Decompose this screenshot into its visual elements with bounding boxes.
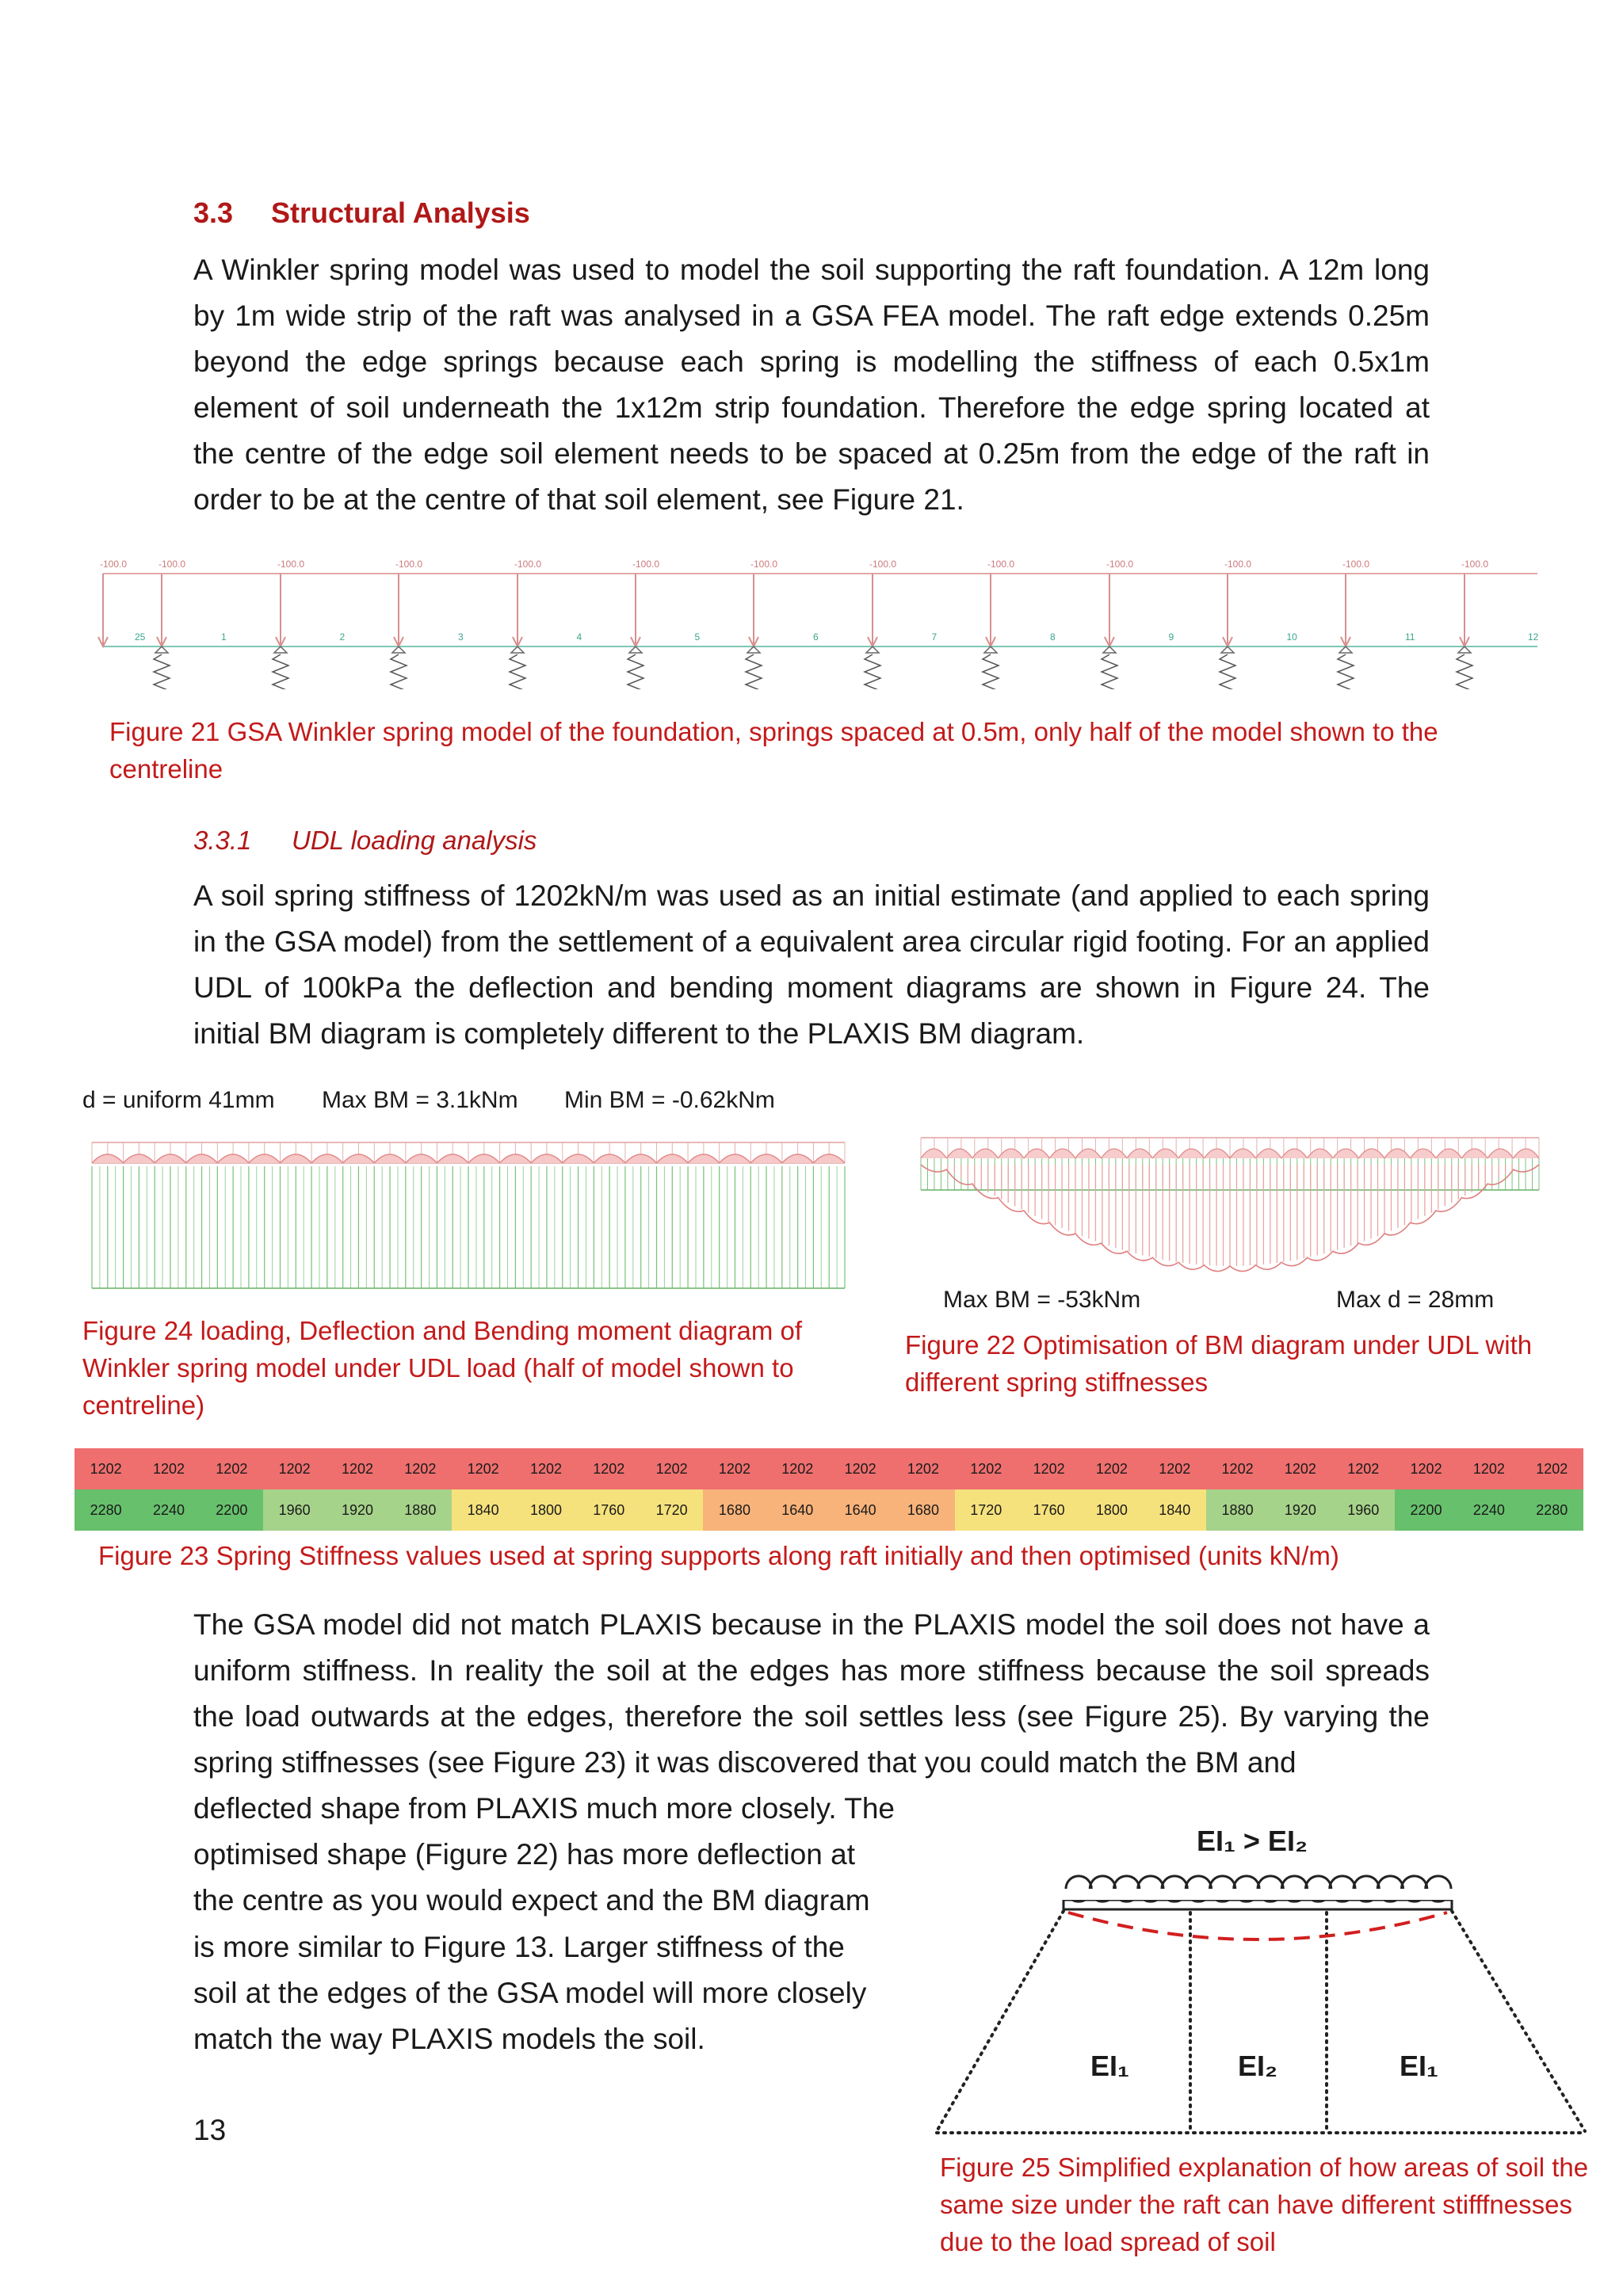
load-hump — [1050, 1149, 1076, 1158]
optimised-stiffness-cell: 2200 — [200, 1489, 263, 1531]
udl-load-icon — [1062, 1876, 1453, 1901]
load-hump — [1281, 1149, 1308, 1158]
spring-icon — [628, 654, 643, 689]
load-hump — [1308, 1149, 1334, 1158]
figure-21-caption: Figure 21 GSA Winkler spring model of the foundation, springs spaced at 0.5m, only half of the model shown to the centreline — [109, 717, 1438, 784]
load-hump — [1462, 1149, 1488, 1158]
bending-moment-hump — [124, 1154, 155, 1163]
element-number-label: 10 — [1286, 631, 1297, 643]
optimised-stiffness-cell: 1880 — [1206, 1489, 1269, 1531]
section-heading — [193, 196, 530, 230]
spring-icon — [1338, 654, 1354, 689]
ei2-label: EI₂ — [1238, 2050, 1278, 2082]
initial-stiffness-cell: 1202 — [640, 1448, 703, 1489]
optimised-stiffness-cell: 1960 — [263, 1489, 326, 1531]
paragraph-line: the centre as you would expect and the BM diagram — [193, 1884, 870, 1917]
spring-icon — [865, 654, 880, 689]
fig24-max-bm-annotation: Max BM = 3.1kNm — [322, 1087, 518, 1113]
load-hump — [947, 1149, 973, 1158]
comparison-paragraph: The GSA model did not match PLAXIS because in the PLAXIS model the soil does not have a uniform stiffness. In reality the soil at the edges has more stiffness because the soil spreads the load outwards at the edges, therefore the soil settles less (see Figure 25). By varying the spring stiffnesses (see Figure 23) it was discovered that you could match the BM and — [193, 1608, 1430, 1779]
element-number-label: 2 — [339, 631, 346, 643]
udl-loop-mask — [1062, 1889, 1453, 1900]
optimised-stiffness-cell: 2200 — [1395, 1489, 1457, 1531]
initial-stiffness-cell: 1202 — [452, 1448, 514, 1489]
element-number-label: 7 — [931, 631, 938, 643]
bending-moment-hump — [468, 1154, 500, 1163]
initial-stiffness-cell: 1202 — [74, 1448, 137, 1489]
initial-stiffness-cell: 1202 — [766, 1448, 829, 1489]
load-hump — [1153, 1149, 1179, 1158]
optimised-stiffness-cell: 1720 — [955, 1489, 1018, 1531]
load-hump — [1256, 1149, 1282, 1158]
bending-moment-hump — [720, 1154, 751, 1163]
subsection-number: 3.3.1 — [193, 826, 252, 855]
load-value-label: -100.0 — [1461, 559, 1489, 570]
optimised-stiffness-cell: 1920 — [326, 1489, 388, 1531]
load-hump — [1514, 1149, 1540, 1158]
initial-stiffness-cell: 1202 — [1332, 1448, 1395, 1489]
ei-relation-label: EI₁ > EI₂ — [1197, 1825, 1308, 1857]
spring-icon — [154, 654, 170, 689]
spring-icon — [746, 654, 762, 689]
load-value-label: -100.0 — [395, 559, 423, 570]
load-value-label: -100.0 — [1342, 559, 1370, 570]
paragraph-line: optimised shape (Figure 22) has more deflection at — [193, 1838, 855, 1871]
deflected-shape-line — [1068, 1913, 1447, 1939]
initial-stiffness-row — [74, 1448, 1583, 1489]
initial-stiffness-cell: 1202 — [200, 1448, 263, 1489]
load-hump — [1127, 1149, 1153, 1158]
element-number-label: 8 — [1050, 631, 1056, 643]
load-hump — [999, 1149, 1025, 1158]
section-title: Structural Analysis — [271, 196, 530, 229]
optimised-stiffness-cell: 1680 — [703, 1489, 766, 1531]
element-number-label: 9 — [1168, 631, 1174, 643]
bending-moment-hump — [281, 1154, 312, 1163]
initial-stiffness-cell: 1202 — [137, 1448, 200, 1489]
element-number-label: 1 — [221, 631, 227, 643]
bending-moment-hump — [531, 1154, 563, 1163]
optimised-stiffness-cell: 1840 — [452, 1489, 514, 1531]
initial-stiffness-cell: 1202 — [703, 1448, 766, 1489]
optimised-stiffness-cell: 1800 — [1080, 1489, 1143, 1531]
optimised-stiffness-row — [74, 1489, 1583, 1531]
load-value-label: -100.0 — [100, 559, 128, 570]
optimised-stiffness-cell: 1960 — [1332, 1489, 1395, 1531]
paragraph-line: deflected shape from PLAXIS much more closely. The — [193, 1792, 896, 1825]
bending-moment-hump — [500, 1154, 532, 1163]
spring-icon — [1102, 654, 1117, 689]
initial-stiffness-cell: 1202 — [1080, 1448, 1143, 1489]
bending-moment-hump — [374, 1154, 406, 1163]
load-value-label: -100.0 — [1224, 559, 1252, 570]
spring-icon — [1220, 654, 1235, 689]
load-spread-right-line — [1452, 1911, 1585, 2131]
load-hump — [1411, 1149, 1437, 1158]
subsection-title: UDL loading analysis — [292, 826, 537, 855]
load-value-label: -100.0 — [750, 559, 778, 570]
load-hump — [1205, 1149, 1231, 1158]
load-hump — [1359, 1149, 1385, 1158]
bending-moment-hump — [437, 1154, 468, 1163]
load-hump — [1333, 1149, 1359, 1158]
load-value-label: -100.0 — [869, 559, 897, 570]
initial-stiffness-cell: 1202 — [1395, 1448, 1457, 1489]
figure-21-diagram — [87, 547, 1545, 689]
initial-stiffness-cell: 1202 — [1018, 1448, 1080, 1489]
spring-icon — [510, 654, 525, 689]
bending-moment-hump — [406, 1154, 437, 1163]
fig24-deflection-annotation: d = uniform 41mm — [82, 1087, 275, 1113]
spring-icon — [1457, 654, 1472, 689]
bending-moment-hump — [813, 1154, 845, 1163]
ei1-right-label: EI₁ — [1400, 2050, 1438, 2082]
spring-icon — [983, 654, 999, 689]
figure-22-diagram — [918, 1114, 1544, 1288]
optimised-stiffness-cell: 2280 — [74, 1489, 137, 1531]
load-hump — [921, 1149, 947, 1158]
comparison-paragraph-continued — [193, 1786, 907, 2062]
subsection-heading — [193, 826, 537, 856]
fig24-min-bm-annotation: Min BM = -0.62kNm — [564, 1087, 775, 1113]
initial-stiffness-cell: 1202 — [829, 1448, 892, 1489]
bending-moment-hump — [657, 1154, 689, 1163]
optimised-stiffness-cell: 1880 — [389, 1489, 452, 1531]
load-hump — [1178, 1149, 1205, 1158]
bending-moment-hump — [750, 1154, 782, 1163]
bending-moment-hump — [217, 1154, 249, 1163]
load-value-label: -100.0 — [158, 559, 186, 570]
load-value-label: -100.0 — [1106, 559, 1134, 570]
figure-22-caption: Figure 22 Optimisation of BM diagram under UDL with different spring stiffnesses — [905, 1330, 1533, 1397]
initial-stiffness-cell: 1202 — [514, 1448, 577, 1489]
paragraph-line: is more similar to Figure 13. Larger stiffness of the — [193, 1930, 845, 1963]
bending-moment-hump — [688, 1154, 720, 1163]
element-number-label: 12 — [1528, 631, 1539, 643]
optimised-stiffness-cell: 1800 — [514, 1489, 577, 1531]
element-number-label: 3 — [458, 631, 464, 643]
bending-moment-hump — [311, 1154, 343, 1163]
optimised-stiffness-cell: 2240 — [1457, 1489, 1520, 1531]
section-number: 3.3 — [193, 196, 234, 229]
ei1-left-label: EI₁ — [1090, 2050, 1129, 2082]
load-hump — [1487, 1149, 1514, 1158]
bending-moment-hump — [155, 1154, 186, 1163]
figure-24-diagram — [87, 1127, 853, 1293]
intro-paragraph: A Winkler spring model was used to model the soil supporting the raft foundation. A 12m long by 1m wide strip of the raft was analysed in a GSA FEA model. The raft edge extends 0.25m beyond the edge springs because each spring is modelling the stiffness of each 0.5x1m element of soil underneath the 1x12m strip foundation. Therefore the edge spring located at the centre of the edge soil element needs to be spaced at 0.25m from the edge of the raft in order to be at the centre of that soil element, see Figure 21. — [193, 254, 1430, 516]
page-number: 13 — [193, 2114, 227, 2146]
paragraph-line: soil at the edges of the GSA model will more closely — [193, 1976, 867, 2009]
initial-stiffness-cell: 1202 — [1144, 1448, 1206, 1489]
figure-25-diagram — [927, 1814, 1593, 2147]
bending-moment-hump — [249, 1154, 281, 1163]
initial-stiffness-cell: 1202 — [1521, 1448, 1583, 1489]
load-hump — [1102, 1149, 1128, 1158]
bending-moment-hump — [343, 1154, 375, 1163]
load-value-label: -100.0 — [632, 559, 660, 570]
optimised-stiffness-cell: 1720 — [640, 1489, 703, 1531]
load-value-label: -100.0 — [277, 559, 305, 570]
fig22-max-deflection-annotation: Max d = 28mm — [1336, 1287, 1495, 1313]
element-number-label: 6 — [813, 631, 819, 643]
optimised-stiffness-cell: 1640 — [829, 1489, 892, 1531]
bending-moment-hump — [594, 1154, 625, 1163]
initial-stiffness-cell: 1202 — [578, 1448, 640, 1489]
initial-stiffness-cell: 1202 — [389, 1448, 452, 1489]
bending-moment-hump — [92, 1154, 124, 1163]
figure-23-caption: Figure 23 Spring Stiffness values used at spring supports along raft initially and then optimised (units kN/m) — [98, 1541, 1339, 1570]
optimised-stiffness-cell: 1840 — [1144, 1489, 1206, 1531]
load-value-label: -100.0 — [987, 559, 1015, 570]
initial-stiffness-cell: 1202 — [263, 1448, 326, 1489]
optimised-stiffness-cell: 2240 — [137, 1489, 200, 1531]
element-number-label: 4 — [576, 631, 582, 643]
load-hump — [1436, 1149, 1462, 1158]
load-hump — [1384, 1149, 1411, 1158]
load-hump — [1024, 1149, 1050, 1158]
initial-stiffness-cell: 1202 — [1206, 1448, 1269, 1489]
spring-icon — [273, 654, 288, 689]
bending-moment-hump — [782, 1154, 814, 1163]
load-hump — [972, 1149, 999, 1158]
element-number-label: 11 — [1405, 631, 1415, 643]
optimised-stiffness-cell: 1760 — [1018, 1489, 1080, 1531]
element-number-label: 5 — [694, 631, 701, 643]
initial-stiffness-cell: 1202 — [955, 1448, 1018, 1489]
initial-stiffness-cell: 1202 — [326, 1448, 388, 1489]
fig22-max-bm-annotation: Max BM = -53kNm — [943, 1287, 1141, 1313]
optimised-stiffness-cell: 1680 — [892, 1489, 954, 1531]
spring-icon — [391, 654, 407, 689]
load-hump — [1075, 1149, 1102, 1158]
optimised-stiffness-cell: 2280 — [1521, 1489, 1583, 1531]
figure-25-caption: Figure 25 Simplified explanation of how areas of soil the same size under the raft can have different stifffnesses due to the load spread of soil — [940, 2153, 1589, 2256]
element-number-label: 25 — [135, 631, 146, 643]
bending-moment-hump — [625, 1154, 657, 1163]
udl-paragraph: A soil spring stiffness of 1202kN/m was used as an initial estimate (and applied to each spring in the GSA model) from the settlement of a equivalent area circular rigid footing. For an applied UDL of 100kPa the deflection and bending moment diagrams are shown in Figure 24. The initial BM diagram is completely different to the PLAXIS BM diagram. — [193, 879, 1430, 1050]
optimised-stiffness-cell: 1640 — [766, 1489, 829, 1531]
optimised-stiffness-cell: 1920 — [1269, 1489, 1331, 1531]
paragraph-line: match the way PLAXIS models the soil. — [193, 2023, 705, 2056]
bending-moment-hump — [186, 1154, 218, 1163]
initial-stiffness-cell: 1202 — [1269, 1448, 1331, 1489]
initial-stiffness-cell: 1202 — [892, 1448, 954, 1489]
figure-24-caption: Figure 24 loading, Deflection and Bending moment diagram of Winkler spring model under UDL load (half of model shown to centreline) — [82, 1316, 803, 1420]
initial-stiffness-cell: 1202 — [1457, 1448, 1520, 1489]
figure-23-table — [74, 1448, 1583, 1531]
load-hump — [1230, 1149, 1256, 1158]
load-value-label: -100.0 — [514, 559, 542, 570]
bending-moment-hump — [563, 1154, 594, 1163]
load-spread-left-line — [937, 1911, 1064, 2131]
optimised-stiffness-cell: 1760 — [578, 1489, 640, 1531]
